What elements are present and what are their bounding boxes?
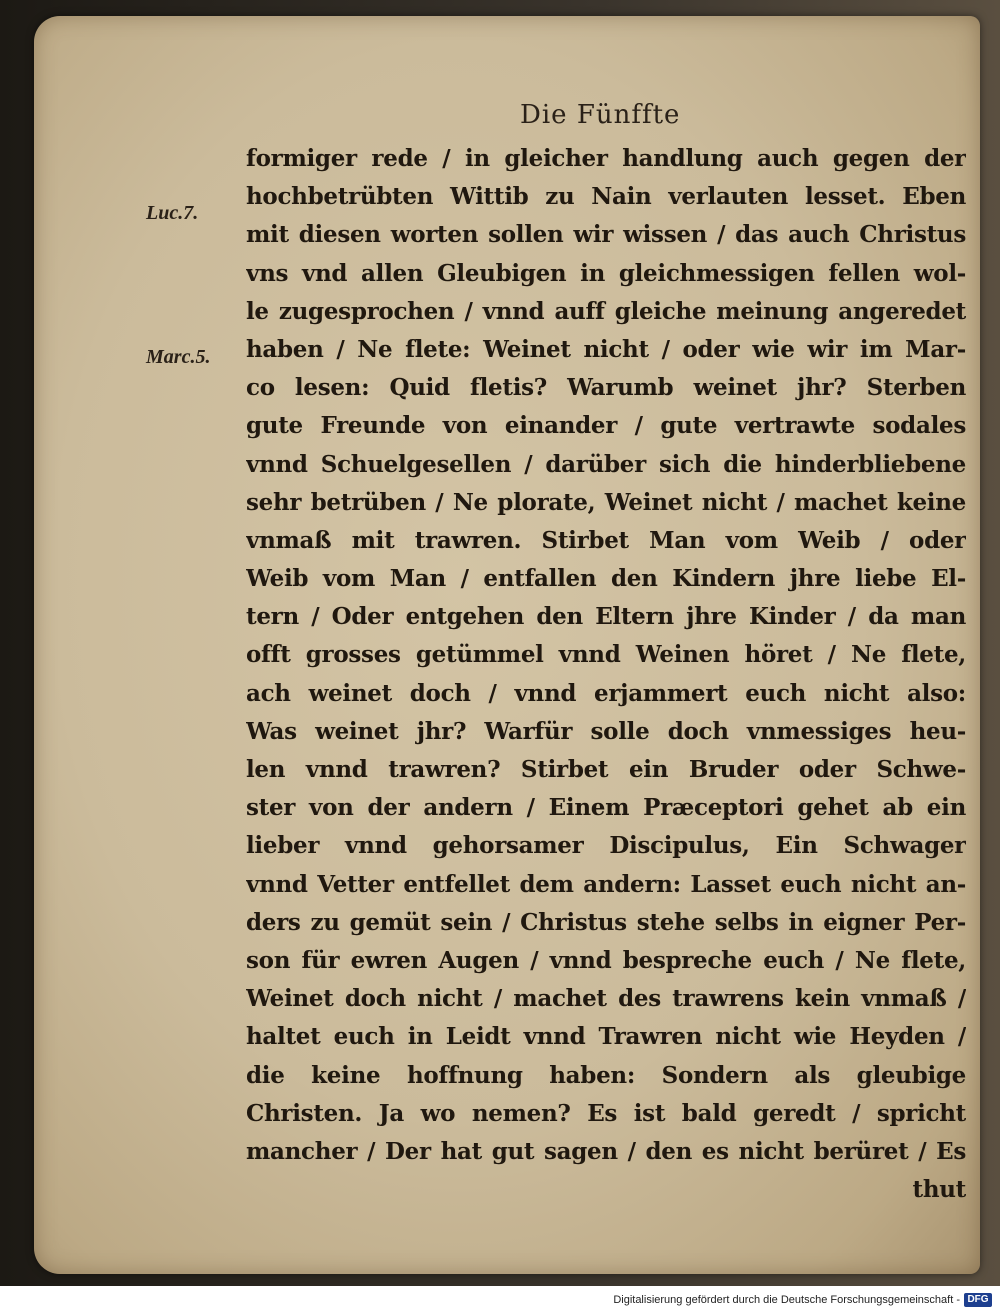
text-line: len vnnd trawren? Stirbet ein Bruder oder Schwe- [246,756,966,783]
text-line: ach weinet doch / vnnd erjammert euch nicht also: [246,679,966,707]
text-line: sehr betrüben / Ne plorate, Weinet nicht / machet keine [246,488,966,516]
text-line: die keine hoffnung haben: Sondern als gleubige [246,1061,966,1089]
margin-note-marc: Marc.5. [146,346,211,368]
text-line: Christen. Ja wo nemen? Es ist bald geredt / spricht [246,1099,966,1127]
text-line: mit diesen worten sollen wir wissen / das auch Christus [246,221,966,249]
text-line: ster von der andern / Einem Præceptori gehet ab ein [246,794,966,822]
text-line: son für ewren Augen / vnnd bespreche euch / Ne flete, [246,946,966,974]
text-line: haltet euch in Leidt vnnd Trawren nicht wie Heyden / [246,1023,966,1051]
text-line: lieber vnnd gehorsamer Discipulus, Ein Schwager [246,832,966,860]
text-line: vns vnd allen Gleubigen in gleichmessigen fellen wol- [246,259,966,287]
text-line: le zugesprochen / vnnd auff gleiche meinung angeredet [246,297,966,325]
dfg-logo: DFG [964,1293,992,1307]
text-line: co lesen: Quid fletis? Warumb weinet jhr? Sterben [246,374,966,402]
text-line: mancher / Der hat gut sagen / den es nicht berüret / Es [246,1137,966,1165]
text-line: Weib vom Man / entfallen den Kindern jhre liebe El- [246,565,966,593]
body-text [246,140,966,1209]
text-line: vnnd Vetter entfellet dem andern: Lasset euch nicht an- [246,870,966,898]
text-line: Weinet doch nicht / machet des trawrens kein vnmaß / [246,985,966,1013]
text-line: formiger rede / in gleicher handlung auch gegen der [246,145,966,172]
text-line: Was weinet jhr? Warfür solle doch vnmessiges heu- [246,717,966,745]
text-line: hochbetrübten Wittib zu Nain verlauten lesset. Eben [246,183,966,211]
margin-note-luc: Luc.7. [146,202,199,224]
text-line: vnnd Schuelgesellen / darüber sich die hinderbliebene [246,450,966,478]
text-line: tern / Oder entgehen den Eltern jhre Kinder / da man [246,603,966,631]
text-line: offt grosses getümmel vnnd Weinen höret / Ne flete, [246,641,966,669]
funding-credit: Digitalisierung gefördert durch die Deutsche Forschungsgemeinschaft - [613,1294,960,1306]
running-head: Die Fünffte [520,100,681,130]
text-line: ders zu gemüt sein / Christus stehe selbs in eigner Per- [246,908,966,936]
text-line: vnmaß mit trawren. Stirbet Man vom Weib / oder [246,526,966,554]
text-line: haben / Ne flete: Weinet nicht / oder wie wir im Mar- [246,335,966,363]
catchword: thut [912,1176,966,1204]
text-line: gute Freunde von einander / gute vertrawte sodales [246,412,966,440]
